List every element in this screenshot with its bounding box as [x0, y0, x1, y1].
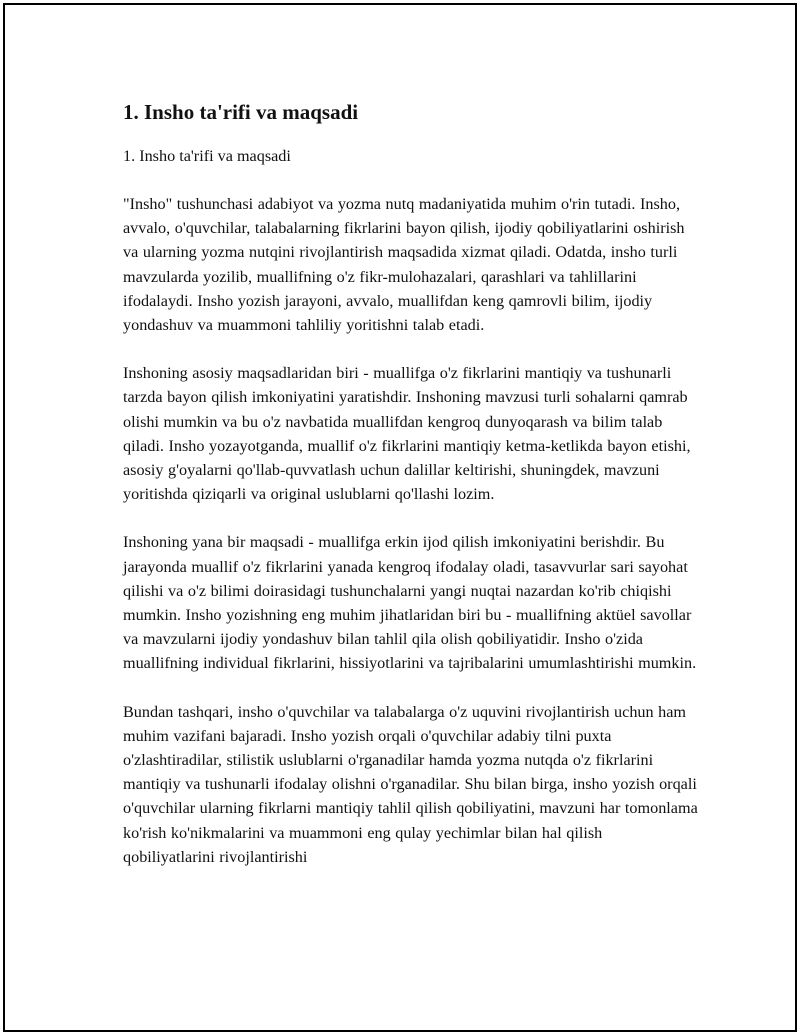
section-heading: 1. Insho ta'rifi va maqsadi — [123, 147, 291, 165]
paragraph-4: Bundan tashqari, insho o'quvchilar va talabalarga o'z uquvini rivojlantirish uchun ham muhim vazifani bajaradi. Insho yozish orqali o'quvchilar adabiy tilni puxta o'zlashtiradilar, stilistik uslublarni o'rganadilar hamda yozma nutqda o'z fikrlarini mantiqiy va tushunarli ifodalay olishni o'rganadilar. Shu bilan birga, insho yozish orqali o'quvchilar ularning fikrlarni mantiqiy tahlil qilish qobiliyatini, mavzuni har tomonlama ko'rish ko'nikmalarini va muammoni eng qulay yechimlar bilan hal qilish qobiliyatlarini rivojlantirishi — [123, 702, 698, 866]
paragraph-1: "Insho" tushunchasi adabiyot va yozma nutq madaniyatida muhim o'rin tutadi. Insho, avvalo, o'quvchilar, talabalarning fikrlarini bayon qilish, ijodiy qobiliyatlarini oshirish va ularning yozma nutqini rivojlantirish maqsadida xizmat qiladi. Odatda, insho turli mavzularda yozilib, muallifning o'z fikr-mulohazalari, qarashlari va tahlillarini ifodalaydi. Insho yozish jarayoni, avvalo, muallifdan keng qamrovli bilim, ijodiy yondashuv va muammoni tahliliy yoritishni talab etadi. — [123, 195, 685, 335]
document-body — [123, 98, 698, 893]
page-frame — [3, 3, 797, 1032]
paragraph-2: Inshoning asosiy maqsadlaridan biri - muallifga o'z fikrlarini mantiqiy va tushunarli tarzda bayon qilish imkoniyatini yaratishdir. Inshoning mavzusi turli sohalarni qamrab olishi mumkin va bu o'z navbatida muallifdan kengroq dunyoqarash va bilim talab qiladi. Insho yozayotganda, muallif o'z fikrlarini mantiqiy ketma-ketlikda bayon etishi, asosiy g'oyalarni qo'llab-quvvatlash uchun dalillar keltirishi, shuningdek, mavzuni yoritishda qiziqarli va original uslublarni qo'llashi lozim. — [123, 364, 691, 504]
paragraph-3: Inshoning yana bir maqsadi - muallifga erkin ijod qilish imkoniyatini berishdir. Bu jarayonda muallif o'z fikrlarini yanada kengroq ifodalay oladi, tasavvurlar sari sayohat qilishi va o'z bilimi doirasidagi tushunchalarni yangi nuqtai nazardan ko'rib chiqishi mumkin. Insho yozishning eng muhim jihatlaridan biri bu - muallifning aktüel savollar va mavzularni ijodiy yondashuv bilan tahlil qila olish qobiliyatidir. Insho o'zida muallifning individual fikrlarini, hissiyotlarini va tajribalarini umumlashtirishi mumkin. — [123, 533, 697, 673]
document-title: 1. Insho ta'rifi va maqsadi — [123, 100, 359, 124]
